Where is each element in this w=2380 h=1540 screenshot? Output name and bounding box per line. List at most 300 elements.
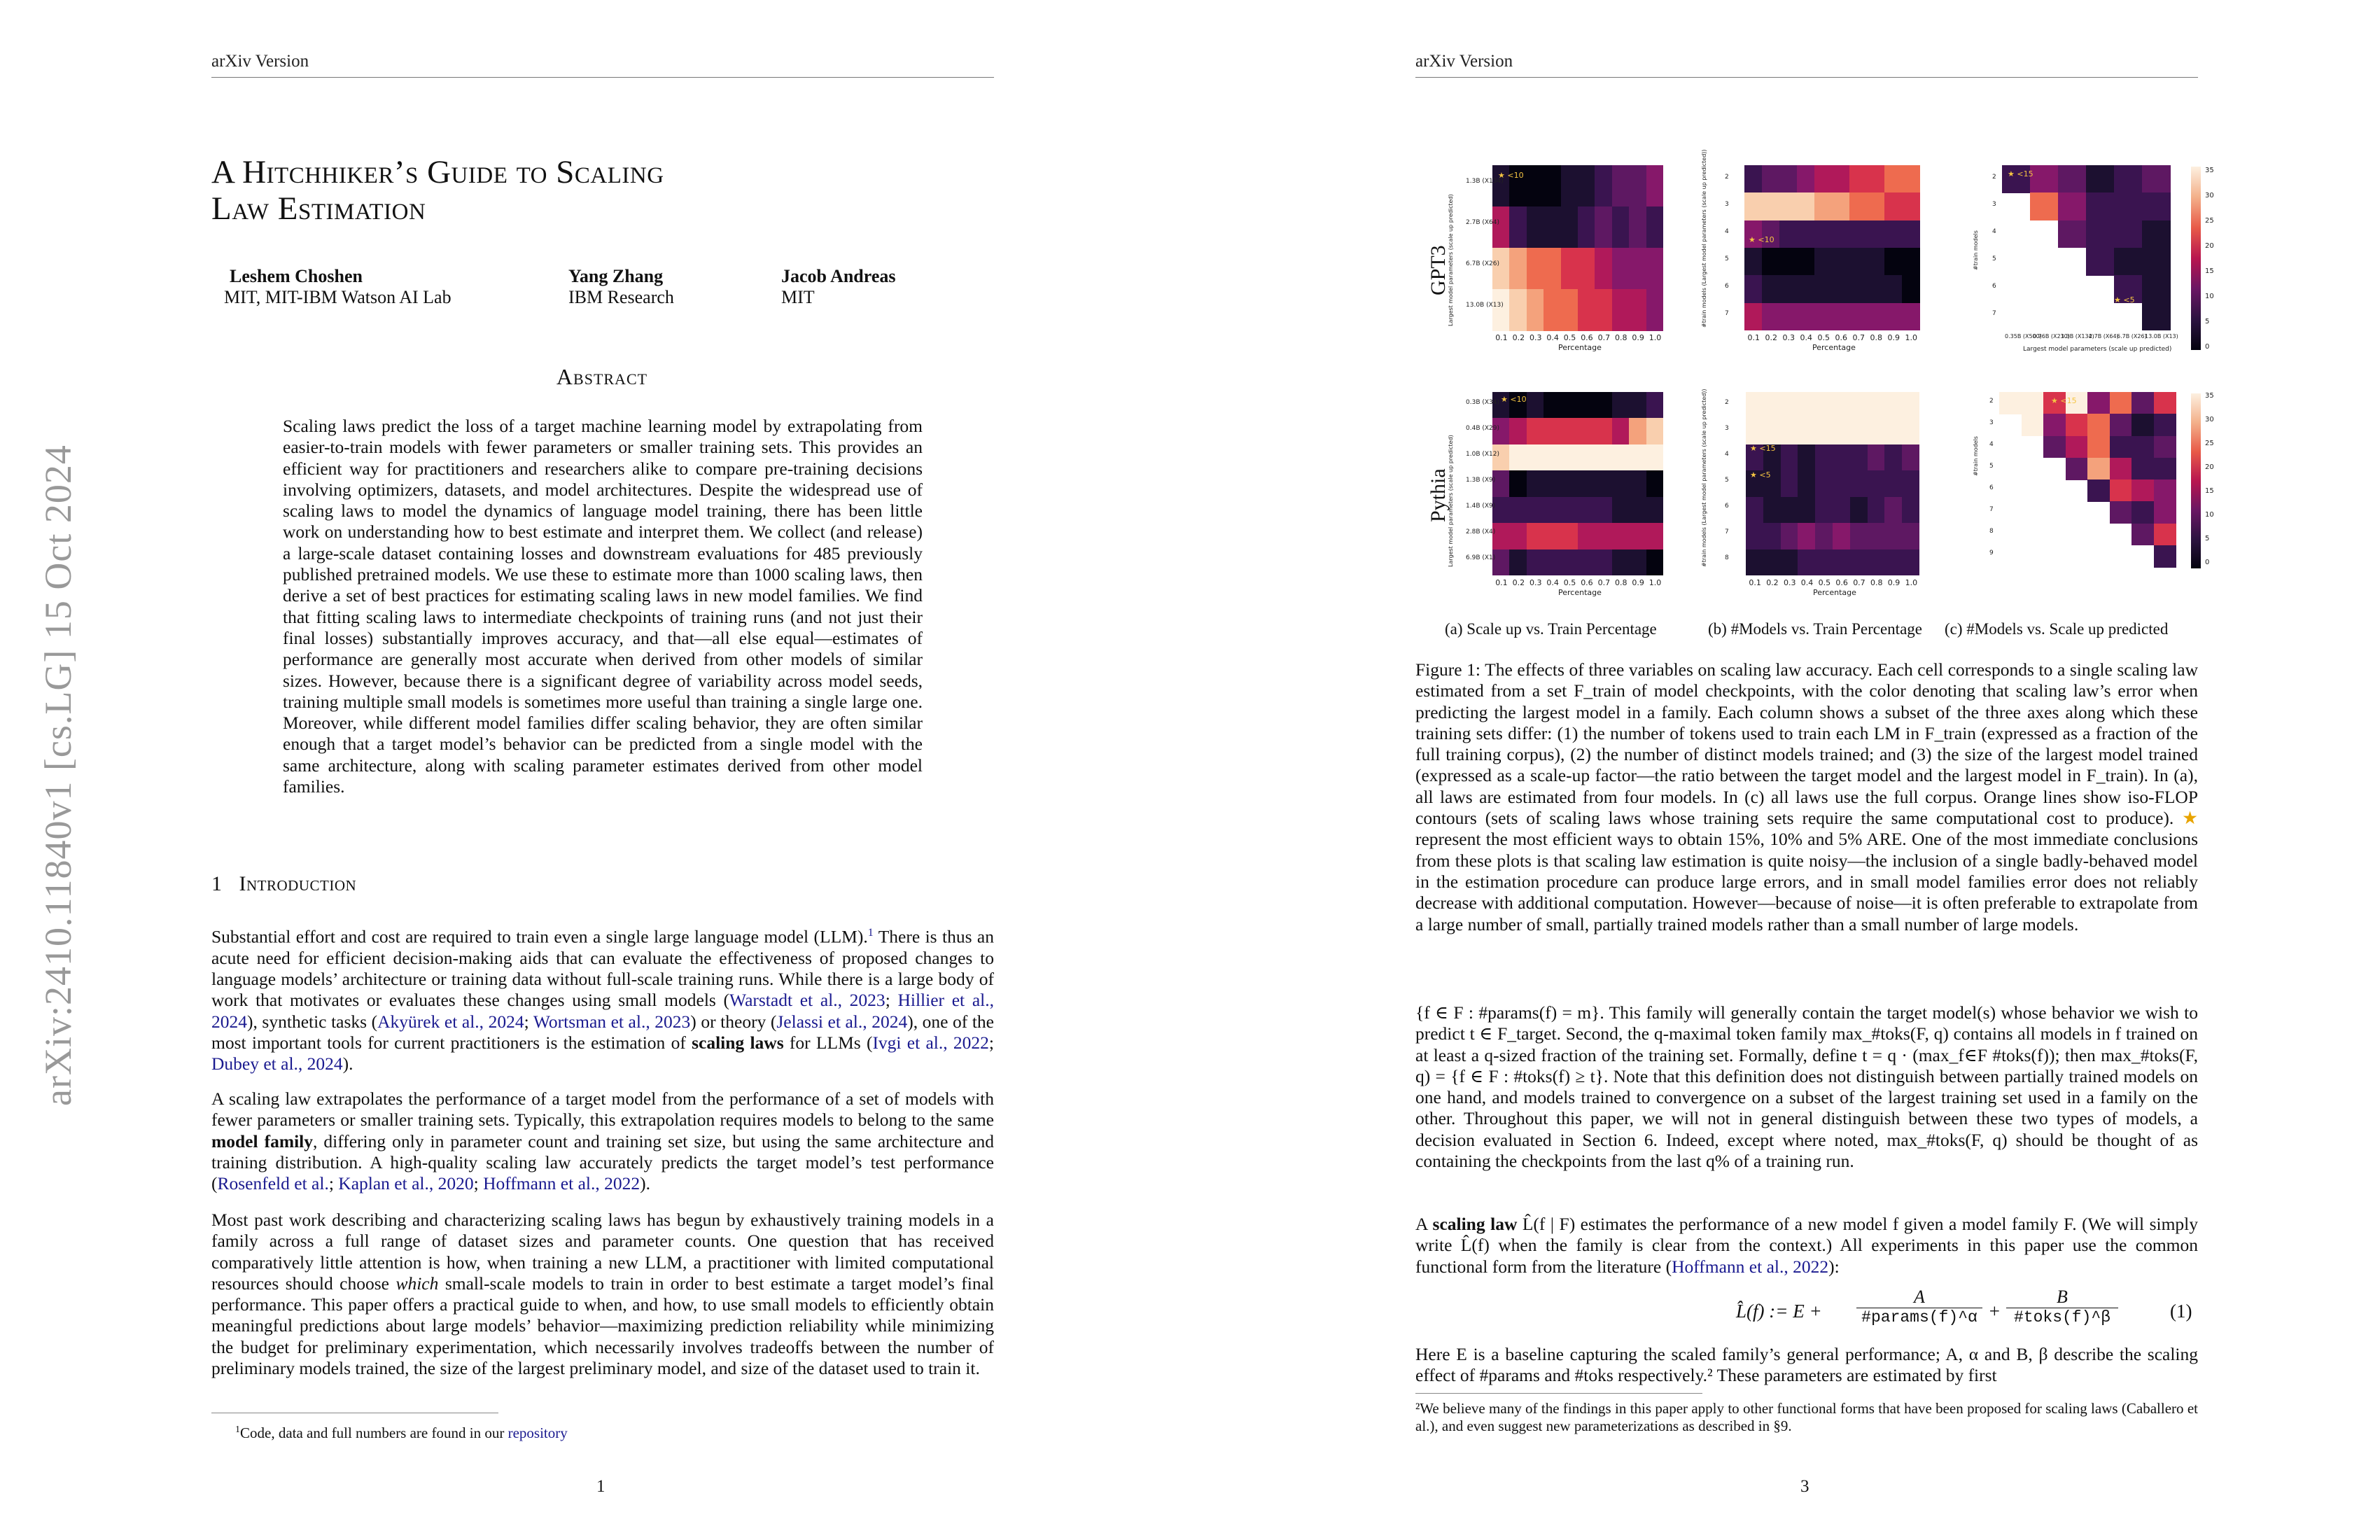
heatmap-cell — [2110, 414, 2132, 436]
heatmap-cell — [1561, 497, 1578, 524]
tick-label: 6 — [1725, 503, 1729, 510]
heatmap-cell — [2142, 248, 2171, 276]
heatmap-cell — [1612, 248, 1630, 290]
heatmap-cell — [1797, 220, 1815, 248]
heatmap-cell — [1612, 470, 1630, 497]
citation-link[interactable]: Warstadt et al., 2023 — [729, 990, 886, 1011]
heatmap-cell — [1779, 303, 1798, 331]
heatmap-cell — [1561, 289, 1578, 331]
heatmap-gpt3-models-vs-percentage — [1701, 149, 1946, 354]
tick-label: 0.1 — [1495, 578, 1508, 587]
heatmap-cell — [1612, 418, 1630, 444]
heatmap-cell — [1527, 392, 1544, 419]
heatmap-cell — [1527, 470, 1544, 497]
heatmap-cell — [1849, 165, 1868, 193]
tick-label: 0.9 — [1887, 578, 1900, 587]
equation-fraction-b: B #toks(f)^β — [2006, 1287, 2118, 1326]
heatmap-cell — [1629, 550, 1646, 576]
heatmap-gpt3-scale-vs-percentage — [1448, 165, 1693, 354]
heatmap-cell — [1578, 206, 1595, 248]
heatmap-cell — [2142, 220, 2171, 248]
heatmap-cell — [1561, 550, 1578, 576]
heatmap-cell — [1629, 470, 1646, 497]
citation-link[interactable]: Wortsman et al., 2023 — [533, 1011, 691, 1032]
tick-label: 0.6 — [1581, 578, 1593, 587]
heatmap-cell — [1814, 220, 1833, 248]
heatmap-cell — [1815, 497, 1833, 524]
tick-label: 1.4B (X9) — [1466, 503, 1496, 510]
heatmap-cell — [1595, 392, 1612, 419]
heatmap-cell — [1746, 550, 1763, 576]
heatmap-cell — [1884, 303, 1903, 331]
tick-label: 3 — [1992, 201, 1996, 208]
tick-label: 0.3B (X34) — [1466, 399, 1499, 406]
tick-label: 2.7B (X64) — [1466, 219, 1499, 226]
heatmap-cell — [1815, 550, 1833, 576]
tick-label: 2 — [1989, 398, 1994, 405]
arxiv-sidebar-id: arXiv:2410.11840v1 [cs.LG] 15 Oct 2024 — [37, 444, 79, 1106]
tick-label: 0.6 — [1581, 333, 1593, 342]
tick-label: 6 — [1989, 484, 1994, 491]
heatmap-cell — [1832, 192, 1850, 220]
heatmap-cell — [1629, 248, 1646, 290]
heatmap-cell — [1629, 444, 1646, 471]
heatmap-cell — [1849, 303, 1868, 331]
footnote-1: $^1$Code, data and full numbers are found in our repository — [235, 1424, 568, 1441]
heatmap-cell — [1762, 165, 1780, 193]
heatmap-cell — [1527, 248, 1544, 290]
heatmap-cell — [1833, 444, 1850, 471]
tick-label: 0.7 — [1853, 578, 1865, 587]
heatmap-cell — [2132, 414, 2154, 436]
tick-label: 2.7B (X64) — [2089, 333, 2119, 340]
heatmap-cell — [1849, 192, 1868, 220]
heatmap-cell — [2086, 220, 2115, 248]
citation-link[interactable]: Dubey et al., 2024 — [211, 1054, 343, 1074]
tick-label: 0.3 — [1530, 333, 1542, 342]
heatmap-cell — [1849, 220, 1868, 248]
heatmap-cell — [1884, 392, 1902, 419]
heatmap-cell — [1902, 392, 1919, 419]
heatmap-cell — [2087, 436, 2110, 458]
heatmap-cell — [1646, 550, 1664, 576]
tick-label: 0.8 — [1615, 333, 1628, 342]
tick-label: 7 — [1725, 528, 1729, 536]
heatmap-cell — [1867, 275, 1885, 303]
heatmap-cell — [1815, 418, 1833, 444]
tick-label: 5 — [1992, 255, 1996, 262]
heatmap-cell — [2132, 524, 2154, 546]
page-number: 1 — [596, 1477, 606, 1496]
heatmap-cell — [2087, 458, 2110, 480]
heatmap-cell — [1509, 289, 1527, 331]
tick-label: Largest model parameters (scale up predicted) — [1448, 435, 1454, 567]
heatmap-cell — [1561, 165, 1578, 207]
heatmap-cell — [1868, 470, 1885, 497]
tick-label: 7 — [1989, 506, 1994, 513]
citation-link[interactable]: Akyürek et al., 2024 — [377, 1011, 524, 1032]
heatmap-cell — [1561, 444, 1578, 471]
colorbar-tick: 20 — [2205, 242, 2214, 250]
heatmap-cell — [1527, 497, 1544, 524]
heatmap-cell — [2154, 392, 2176, 414]
heatmap-cell — [1492, 206, 1510, 248]
heatmap-cell — [1762, 303, 1780, 331]
tick-label: 0.4B (X29) — [1466, 425, 1499, 432]
tick-label: 7 — [1992, 310, 1996, 317]
heatmap-cell — [1884, 220, 1903, 248]
heatmap-cell — [1527, 523, 1544, 550]
heatmap-cell — [1884, 497, 1902, 524]
heatmap-cell — [1646, 289, 1664, 331]
heatmap-cell — [1578, 418, 1595, 444]
heatmap-cell — [1902, 497, 1919, 524]
heatmap-cell — [1867, 192, 1885, 220]
heatmap-cell — [1612, 523, 1630, 550]
tick-label: 0.4 — [1546, 333, 1559, 342]
heatmap-cell — [2110, 501, 2132, 524]
heatmap-cell — [2022, 392, 2044, 414]
heatmap-cell — [1902, 470, 1919, 497]
heatmap-cell — [2142, 192, 2171, 220]
heatmap-cell — [1629, 289, 1646, 331]
colorbar-tick: 0 — [2205, 559, 2210, 566]
heatmap-cell — [1815, 470, 1833, 497]
tick-label: 2 — [1992, 174, 1996, 181]
heatmap-cell — [1527, 206, 1544, 248]
tick-label: 7 — [1725, 310, 1729, 317]
tick-label: 5 — [1725, 255, 1729, 262]
intro-paragraph-2: A scaling law extrapolates the performance of a target model from the performance of a set of models with fewer parameters or smaller training sets. Typically, this extrapolation requires models to belong to the same model family, differing only in parameter count and training set size, but using the same architecture and training distribution. A high-quality scaling law accurately predicts the target model’s test performance (Rosenfeld et al.; Kaplan et al., 2020; Hoffmann et al., 2022). — [211, 1088, 995, 1194]
heatmap-cell — [1850, 523, 1868, 550]
heatmap-cell — [1561, 248, 1578, 290]
heatmap-cell — [1867, 303, 1885, 331]
heatmap-cell — [1868, 523, 1885, 550]
tick-label: 3 — [1725, 425, 1729, 432]
heatmap-cell — [1595, 206, 1612, 248]
tick-label: 0.3 — [1782, 333, 1795, 342]
repository-link[interactable]: repository — [507, 1424, 568, 1441]
heatmap-cell — [2030, 165, 2059, 193]
heatmap-cell — [2087, 479, 2110, 502]
heatmap-cell — [1509, 523, 1527, 550]
heatmap-cell — [1902, 220, 1920, 248]
heatmap-cell — [1798, 497, 1815, 524]
tick-label: 0.5 — [1563, 333, 1576, 342]
colorbar-tick: 25 — [2205, 217, 2214, 225]
tick-label: 5 — [1725, 477, 1729, 484]
equation-1: L̂(f) := E + A #params(f)^α + B #toks(f)^β (1) — [1736, 1287, 2192, 1326]
citation-link[interactable]: Hillier et al., 2024 — [211, 990, 994, 1032]
heatmap-cell — [1646, 206, 1664, 248]
heatmap-cell — [2142, 165, 2171, 193]
heatmap-cell — [1744, 192, 1763, 220]
heatmap-cell — [1884, 444, 1902, 471]
heatmap-cell — [1595, 470, 1612, 497]
heatmap-cell — [1492, 470, 1510, 497]
heatmap-cell — [1832, 165, 1850, 193]
heatmap-cell — [1561, 206, 1578, 248]
heatmap-cell — [2110, 436, 2132, 458]
heatmap-cell — [1833, 392, 1850, 419]
heatmap-cell — [1779, 192, 1798, 220]
heatmap-cell — [1868, 444, 1885, 471]
colorbar-tick: 15 — [2205, 487, 2214, 495]
tick-label: 1.0 — [1905, 578, 1918, 587]
tick-label: 13.0B (X13) — [2145, 333, 2178, 340]
tick-label: 2.8B (X4) — [1466, 528, 1496, 536]
author-name: Jacob Andreas — [781, 266, 896, 286]
heatmap-cell — [1815, 392, 1833, 419]
tick-label: 0.1 — [1747, 333, 1760, 342]
heatmap-cell — [1527, 289, 1544, 331]
heatmap-cell — [2114, 248, 2143, 276]
tick-label: 1.0B (X12) — [1466, 451, 1499, 458]
author-1 — [230, 266, 363, 287]
heatmap-cell — [2154, 479, 2176, 502]
heatmap-cell — [1595, 418, 1612, 444]
running-header: arXiv Version — [1415, 52, 1513, 71]
heatmap-cell — [1646, 444, 1664, 471]
heatmap-cell — [1763, 523, 1781, 550]
tick-label: #train models (Largest model parameters (scale up predicted)) — [1701, 149, 1707, 328]
heatmap-cell — [2132, 501, 2154, 524]
heatmap-cell — [1763, 392, 1781, 419]
colorbar-bottom — [2191, 393, 2201, 568]
heatmap-cell — [1744, 248, 1763, 276]
heatmap-cell — [1850, 550, 1868, 576]
heatmap-cell — [1762, 248, 1780, 276]
heatmap-cell — [2154, 545, 2176, 568]
heatmap-cell — [1797, 248, 1815, 276]
heatmap-cell — [1595, 165, 1612, 207]
heatmap-cell — [1595, 289, 1612, 331]
star-icon: ★ <15 — [2008, 169, 2033, 178]
colorbar-tick: 35 — [2205, 167, 2214, 174]
tick-label: 0.7 — [1597, 578, 1611, 587]
heatmap-cell — [1832, 275, 1850, 303]
star-icon: ★ <5 — [1750, 470, 1771, 479]
heatmap-cell — [1544, 497, 1561, 524]
star-icon: ★ <15 — [2051, 396, 2077, 405]
heatmap-cell — [2043, 414, 2066, 436]
heatmap-cell — [2058, 192, 2087, 220]
heatmap-cell — [1798, 418, 1815, 444]
citation-link[interactable]: Hoffmann et al., 2022 — [483, 1173, 640, 1194]
heatmap-cell — [1762, 192, 1780, 220]
heatmap-cell — [2066, 414, 2088, 436]
tick-label: 2 — [1725, 174, 1729, 181]
heatmap-cell — [1814, 275, 1833, 303]
heatmap-cell — [1999, 392, 2022, 414]
row-label-gpt3: GPT3 — [1427, 245, 1450, 295]
heatmap-cell — [1868, 418, 1885, 444]
heatmap-cell — [1544, 392, 1561, 419]
heatmap-cell — [1849, 275, 1868, 303]
heatmap-cell — [1902, 192, 1920, 220]
colorbar-tick: 15 — [2205, 267, 2214, 275]
heatmap-cell — [2132, 436, 2154, 458]
tick-label: 0.3 — [1530, 578, 1542, 587]
heatmap-cell — [1612, 497, 1630, 524]
heatmap-cell — [1744, 165, 1763, 193]
heatmap-cell — [1612, 550, 1630, 576]
tick-label: 0.2 — [1512, 578, 1525, 587]
heatmap-cell — [1902, 550, 1919, 576]
heatmap-cell — [1629, 523, 1646, 550]
colorbar-tick: 10 — [2205, 293, 2214, 300]
tick-label: 0.35B (X500) — [2005, 333, 2042, 340]
citation-link[interactable]: Rosenfeld et al. — [217, 1173, 329, 1194]
heatmap-cell — [1902, 523, 1919, 550]
tick-label: #train models (Largest model parameters (scale up predicted)) — [1701, 388, 1707, 567]
heatmap-cell — [1884, 192, 1903, 220]
heatmap-cell — [1779, 275, 1798, 303]
tick-label: 0.5 — [1818, 578, 1831, 587]
heatmap-cell — [1629, 497, 1646, 524]
heatmap-cell — [1902, 165, 1920, 193]
heatmap-cell — [1646, 392, 1664, 419]
colorbar-tick: 10 — [2205, 511, 2214, 519]
header-rule — [1415, 77, 2198, 78]
tick-label: 0.2 — [1512, 333, 1525, 342]
footnote-2: ²We believe many of the findings in this paper apply to other functional forms that have been proposed for scaling laws (Caballero et al.), and even suggest new parameterizations as described in §9. — [1415, 1400, 2198, 1434]
tick-label: 0.7 — [1597, 333, 1611, 342]
heatmap-cell — [1850, 444, 1868, 471]
tick-label: 9 — [1989, 550, 1994, 556]
star-icon: ★ <10 — [1498, 171, 1524, 180]
heatmap-cell — [1544, 289, 1561, 331]
heatmap-cell — [1492, 550, 1510, 576]
heatmap-cell — [2114, 220, 2143, 248]
tick-label: Percentage — [1813, 588, 1856, 597]
heatmap-cell — [1884, 550, 1902, 576]
heatmap-cell — [2154, 524, 2176, 546]
heatmap-cell — [1814, 192, 1833, 220]
heatmap-cell — [1612, 289, 1630, 331]
heatmap-cell — [1832, 248, 1850, 276]
tick-label: 4 — [1725, 228, 1729, 235]
tick-label: 6 — [1992, 283, 1996, 290]
citation-link[interactable]: Ivgi et al., 2022 — [872, 1032, 989, 1053]
heatmap-cell — [1509, 418, 1527, 444]
heatmap-cell — [1781, 392, 1798, 419]
tick-label: 1.3B (X134) — [2061, 333, 2094, 340]
heatmap-cell — [1798, 550, 1815, 576]
tick-label: 3 — [1989, 419, 1994, 426]
header-rule — [211, 77, 994, 78]
heatmap-cell — [1544, 418, 1561, 444]
intro-paragraph-1: Substantial effort and cost are required to train even a single large language model (LLM).$^1$ There is thus an acute need for efficient decision-making aids that can evaluate the effectiveness of proposed changes to language models’ architecture or training data without full-scale training runs. While there is a large body of work that motivates or evaluates these changes using small models (Warstadt et al., 2023; Hillier et al., 2024), synthetic tasks (Akyürek et al., 2024; Wortsman et al., 2023) or theory (Jelassi et al., 2024), one of the most important tools for current practitioners is the estimation of scaling laws for LLMs (Ivgi et al., 2022; Dubey et al., 2024). — [211, 926, 995, 1074]
tick-label: 0.9 — [1632, 578, 1644, 587]
colorbar-tick: 5 — [2205, 318, 2210, 326]
citation-link[interactable]: Hoffmann et al., 2022 — [1672, 1256, 1829, 1277]
heatmap-cell — [2066, 436, 2088, 458]
heatmap-cell — [1527, 165, 1544, 207]
heatmap-cell — [1746, 497, 1763, 524]
heatmap-cell — [1763, 497, 1781, 524]
section-number: 1 — [211, 872, 223, 895]
citation-link[interactable]: Jelassi et al., 2024 — [776, 1011, 908, 1032]
heatmap-cell — [1884, 470, 1902, 497]
heatmap-cell — [1578, 550, 1595, 576]
tick-label: 1.0 — [1648, 578, 1662, 587]
heatmap-cell — [2154, 458, 2176, 480]
footnote-rule — [1415, 1393, 1702, 1394]
heatmap-cell — [1578, 392, 1595, 419]
heatmap-cell — [2110, 458, 2132, 480]
heatmap-cell — [1884, 248, 1903, 276]
row-label-pythia: Pythia — [1427, 468, 1450, 522]
heatmap-cell — [1763, 418, 1781, 444]
title-line-1: A Hitchhiker’s Guide to Scaling — [211, 154, 664, 190]
citation-link[interactable]: Kaplan et al., 2020 — [338, 1173, 474, 1194]
heatmap-cell — [1902, 303, 1920, 331]
author-affiliation: IBM Research — [568, 287, 674, 307]
heatmap-cell — [2154, 436, 2176, 458]
heatmap-cell — [2022, 414, 2044, 436]
heatmap-cell — [1746, 523, 1763, 550]
tick-label: 0.5 — [1817, 333, 1830, 342]
heatmap-cell — [2058, 220, 2087, 248]
heatmap-cell — [1595, 523, 1612, 550]
heatmap-cell — [1578, 248, 1595, 290]
heatmap-gpt3-models-vs-scale — [1974, 165, 2184, 368]
footnote-marker[interactable]: 1 — [867, 927, 874, 939]
heatmap-cell — [1561, 523, 1578, 550]
abstract-text: Scaling laws predict the loss of a target machine learning model by extrapolating from easier-to-train models with fewer parameters or smaller training sets. This provides an efficient way for practitioners and researchers alike to compare pre-training decisions involving optimizers, datasets, and model architectures. Despite the widespread use of scaling laws to model the dynamics of language model training, there has been little work on understanding how to best estimate and interpret them. We collect (and release) a large-scale dataset containing losses and downstream evaluations for 485 previously published pretrained models. We use these to estimate more than 1000 scaling laws, then derive a set of best practices for estimating scaling laws in new model families. We find that fitting scaling laws to intermediate checkpoints of training runs (and not just their final losses) substantially improves accuracy, and that—all else equal—estimates of performance are generally most accurate when derived from other models of similar sizes. However, because there is a significant degree of variability across model seeds, training multiple small models is sometimes more useful than training a single large one. Moreover, while different model families differ scaling behavior, they are often similar enough that a target model’s behavior can be predicted from a single model with the same architecture, along with scaling parameter estimates derived from other model families. — [283, 416, 923, 797]
heatmap-pythia-models-vs-scale — [1974, 392, 2184, 602]
tick-label: 0.8 — [1870, 333, 1882, 342]
heatmap-cell — [1763, 550, 1781, 576]
title-line-2: Law Estimation — [211, 190, 426, 227]
heatmap-cell — [1544, 523, 1561, 550]
heatmap-cell — [1814, 248, 1833, 276]
heatmap-cell — [1781, 497, 1798, 524]
heatmap-cell — [2142, 275, 2171, 303]
heatmap-cell — [1850, 392, 1868, 419]
heatmap-cell — [1815, 444, 1833, 471]
colorbar-tick: 25 — [2205, 440, 2214, 447]
heatmap-cell — [1744, 275, 1763, 303]
author-affiliation: MIT — [781, 287, 815, 307]
heatmap-cell — [1850, 497, 1868, 524]
body-paragraph-2: A scaling law L̂(f | F) estimates the performance of a new model f given a model family F. (We will simply write L̂(f) when the family is clear from the context.) All experiments in this paper use the common functional form from the literature (Hoffmann et al., 2022): — [1415, 1214, 2198, 1277]
page-number: 3 — [1800, 1477, 1809, 1496]
tick-label: Percentage — [1812, 343, 1856, 352]
heatmap-cell — [1902, 418, 1919, 444]
tick-label: 8 — [1725, 554, 1729, 561]
heatmap-cell — [1833, 523, 1850, 550]
tick-label: 5 — [1989, 463, 1994, 470]
page-right — [1190, 0, 2380, 1540]
tick-label: 0.4 — [1800, 333, 1812, 342]
heatmap-cell — [2142, 303, 2171, 331]
tick-label: 0.5 — [1563, 578, 1576, 587]
equation-number: (1) — [2170, 1301, 2192, 1322]
heatmap-cell — [1544, 550, 1561, 576]
heatmap-cell — [2132, 479, 2154, 502]
heatmap-cell — [1544, 444, 1561, 471]
heatmap-cell — [2154, 501, 2176, 524]
tick-label: 0.6 — [1835, 333, 1847, 342]
heatmap-cell — [1612, 444, 1630, 471]
heatmap-cell — [2086, 165, 2115, 193]
heatmap-cell — [2030, 192, 2059, 220]
heatmap-cell — [2087, 414, 2110, 436]
tick-label: 0.1 — [1749, 578, 1761, 587]
heatmap-cell — [1814, 303, 1833, 331]
